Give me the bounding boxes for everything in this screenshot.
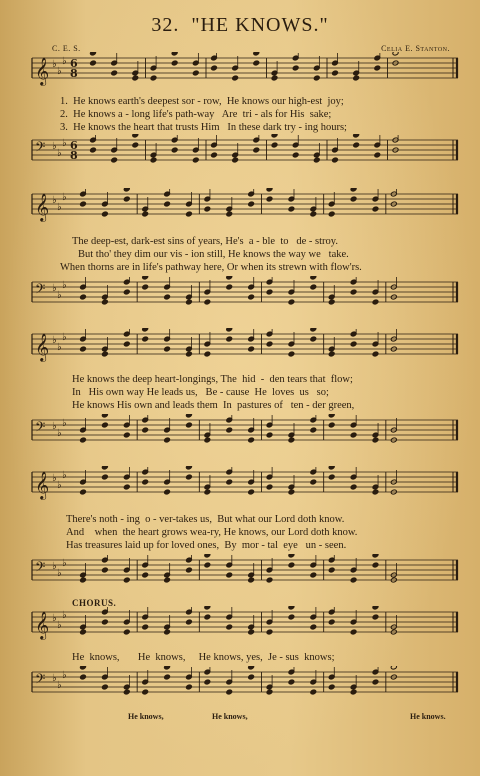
- note-head: [80, 489, 87, 495]
- note-head: [350, 432, 357, 438]
- note-head: [102, 422, 109, 428]
- note-head: [248, 346, 255, 352]
- note-head: [374, 65, 381, 71]
- note-head: [310, 284, 317, 290]
- hymn-title: [0, 14, 480, 37]
- note-head: [372, 437, 379, 443]
- note-head: [123, 341, 130, 347]
- verse-line: 2. He knows a - long life's path-way Are tri - als for His sake;: [60, 109, 332, 120]
- flat-icon: ♭: [57, 148, 62, 159]
- note-head: [164, 674, 171, 680]
- note-head: [266, 196, 273, 202]
- note-head: [102, 619, 109, 625]
- note-head: [253, 147, 260, 153]
- note-head: [164, 201, 171, 207]
- treble-clef-icon: 𝄞: [35, 471, 50, 499]
- note-head: [102, 466, 109, 470]
- note-head: [150, 157, 157, 163]
- verse-line: He knows His own and leads them In pastures of ten - der green,: [72, 400, 355, 411]
- bass-staff: [30, 276, 460, 316]
- note-head: [211, 65, 218, 71]
- bass-clef-icon: 𝄢: [35, 419, 46, 438]
- note-head: [310, 572, 317, 578]
- note-head: [374, 152, 381, 158]
- treble-clef-icon: 𝄞: [35, 611, 50, 639]
- flat-icon: ♭: [57, 680, 62, 691]
- note-head: [248, 201, 255, 207]
- note-head: [328, 474, 335, 480]
- composer-credit: Celia E. Stanton.: [381, 44, 450, 53]
- note-head: [372, 351, 379, 357]
- note-head: [142, 284, 149, 290]
- note-head: [313, 75, 320, 81]
- flat-icon: ♭: [57, 480, 62, 491]
- note-head: [266, 484, 273, 490]
- time-signature: 6: [70, 139, 78, 152]
- note-head: [353, 75, 360, 81]
- note-head: [266, 629, 273, 635]
- note-head: [142, 211, 149, 217]
- verse-line: In His own way He leads us, Be - cause He loves us so;: [72, 387, 329, 398]
- flat-icon: ♭: [52, 613, 57, 624]
- flat-icon: ♭: [52, 561, 57, 572]
- note-head: [171, 52, 178, 56]
- treble-clef-icon: 𝄞: [35, 57, 50, 85]
- flat-icon: ♭: [62, 332, 67, 343]
- author-initials: C. E. S.: [52, 44, 81, 53]
- treble-staff: [30, 52, 460, 92]
- note-head: [90, 52, 97, 56]
- flat-icon: ♭: [57, 290, 62, 301]
- note-head: [204, 299, 211, 305]
- treble-staff: [30, 188, 460, 228]
- note-head: [288, 606, 295, 610]
- note-head: [266, 289, 273, 295]
- note-head: [353, 134, 360, 138]
- verse-line: 3. He knows the heart that trusts Him In these dark try - ing hours;: [60, 122, 347, 133]
- note-head: [171, 60, 178, 66]
- note-head: [288, 206, 295, 212]
- time-signature: 8: [70, 67, 78, 80]
- note-head: [192, 157, 199, 163]
- verse-line: But tho' they dim our vis - ion still, He knows the way we take.: [78, 249, 349, 260]
- note-head: [204, 206, 211, 212]
- note-head: [310, 276, 317, 280]
- note-head: [142, 336, 149, 342]
- note-head: [350, 689, 357, 695]
- flat-icon: ♭: [62, 56, 67, 67]
- note-head: [164, 666, 171, 670]
- flat-icon: ♭: [57, 620, 62, 631]
- flat-icon: ♭: [57, 202, 62, 213]
- note-head: [271, 75, 278, 81]
- note-head: [204, 562, 211, 568]
- note-head: [232, 75, 239, 81]
- bass-staff: [30, 134, 460, 174]
- note-head: [372, 299, 379, 305]
- note-head: [111, 70, 118, 76]
- note-head: [372, 606, 379, 610]
- note-head: [204, 614, 211, 620]
- note-head: [123, 629, 130, 635]
- note-head: [102, 351, 109, 357]
- note-head: [328, 422, 335, 428]
- note-head: [232, 157, 239, 163]
- note-head: [204, 606, 211, 610]
- treble-staff: [30, 466, 460, 506]
- flat-icon: ♭: [52, 673, 57, 684]
- note-head: [248, 437, 255, 443]
- note-head: [266, 432, 273, 438]
- note-head: [310, 336, 317, 342]
- note-head: [226, 211, 233, 217]
- hymn-title-text: "HE KNOWS.": [191, 14, 329, 36]
- flat-icon: ♭: [52, 195, 57, 206]
- note-head: [186, 684, 193, 690]
- flat-icon: ♭: [57, 66, 62, 77]
- note-head: [350, 289, 357, 295]
- note-head: [288, 299, 295, 305]
- note-head: [211, 152, 218, 158]
- note-head: [204, 489, 211, 495]
- note-head: [142, 479, 149, 485]
- note-head: [350, 196, 357, 202]
- note-head: [186, 211, 193, 217]
- note-head: [132, 142, 139, 148]
- flat-icon: ♭: [62, 470, 67, 481]
- note-head: [123, 289, 130, 295]
- note-head: [248, 666, 255, 670]
- note-head: [102, 474, 109, 480]
- note-head: [248, 629, 255, 635]
- note-head: [186, 414, 193, 418]
- bass-clef-icon: 𝄢: [35, 559, 46, 578]
- note-head: [204, 437, 211, 443]
- note-head: [310, 211, 317, 217]
- note-head: [111, 157, 118, 163]
- treble-staff: [30, 328, 460, 368]
- note-head: [142, 427, 149, 433]
- note-head: [328, 684, 335, 690]
- note-head: [332, 70, 339, 76]
- note-head: [80, 629, 87, 635]
- note-head: [90, 60, 97, 66]
- flat-icon: ♭: [52, 283, 57, 294]
- note-head: [248, 577, 255, 583]
- note-head: [80, 577, 87, 583]
- note-head: [102, 414, 109, 418]
- note-head: [226, 689, 233, 695]
- note-head: [248, 674, 255, 680]
- note-head: [288, 679, 295, 685]
- note-head: [350, 629, 357, 635]
- note-head: [102, 567, 109, 573]
- note-head: [372, 679, 379, 685]
- verse-line: Has treasures laid up for loved ones, By mor - tal eye un - seen.: [66, 540, 347, 551]
- note-head: [132, 134, 139, 138]
- note-head: [226, 572, 233, 578]
- flat-icon: ♭: [52, 421, 57, 432]
- note-head: [204, 351, 211, 357]
- chorus-line: He knows, He knows, He knows, yes, Je - sus knows;: [72, 652, 335, 663]
- note-head: [186, 422, 193, 428]
- note-head: [123, 196, 130, 202]
- flat-icon: ♭: [57, 568, 62, 579]
- note-head: [186, 299, 193, 305]
- note-head: [328, 351, 335, 357]
- note-head: [226, 328, 233, 332]
- verse-line: There's noth - ing o - ver-takes us, But what our Lord doth know.: [66, 514, 345, 525]
- flat-icon: ♭: [62, 558, 67, 569]
- note-head: [392, 52, 399, 56]
- bass-clef-icon: 𝄢: [35, 281, 46, 300]
- note-head: [186, 619, 193, 625]
- note-head: [372, 562, 379, 568]
- note-head: [372, 614, 379, 620]
- note-head: [164, 437, 171, 443]
- flat-icon: ♭: [62, 280, 67, 291]
- chorus-label: CHORUS.: [72, 598, 117, 608]
- treble-clef-icon: 𝄞: [35, 333, 50, 361]
- note-head: [288, 562, 295, 568]
- bass-clef-icon: 𝄢: [35, 139, 46, 158]
- note-head: [102, 299, 109, 305]
- bass-staff: [30, 554, 460, 594]
- verse-line: When thorns are in life's pathway here, Or when its strewn with flow'rs.: [60, 262, 362, 273]
- note-head: [292, 65, 299, 71]
- note-head: [310, 427, 317, 433]
- note-head: [142, 276, 149, 280]
- note-head: [142, 572, 149, 578]
- note-head: [226, 624, 233, 630]
- note-head: [266, 689, 273, 695]
- note-head: [80, 346, 87, 352]
- note-head: [372, 206, 379, 212]
- note-head: [123, 188, 130, 192]
- note-head: [310, 624, 317, 630]
- note-head: [266, 341, 273, 347]
- flat-icon: ♭: [52, 141, 57, 152]
- note-head: [123, 689, 130, 695]
- flat-icon: ♭: [62, 418, 67, 429]
- note-head: [350, 341, 357, 347]
- flat-icon: ♭: [52, 473, 57, 484]
- note-head: [288, 554, 295, 558]
- note-head: [271, 142, 278, 148]
- note-head: [271, 134, 278, 138]
- note-head: [123, 577, 130, 583]
- verse-line: He knows the deep heart-longings, The hid - den tears that flow;: [72, 374, 353, 385]
- note-head: [350, 484, 357, 490]
- note-head: [80, 666, 87, 670]
- note-head: [204, 679, 211, 685]
- note-head: [288, 437, 295, 443]
- note-head: [288, 489, 295, 495]
- verse-line: And when the heart grows wea-ry, He knows, our Lord doth know.: [66, 527, 358, 538]
- note-head: [123, 432, 130, 438]
- treble-staff: [30, 606, 460, 646]
- note-head: [102, 684, 109, 690]
- note-head: [142, 328, 149, 332]
- note-head: [102, 211, 109, 217]
- bass-words: He knows,: [212, 712, 248, 721]
- verse-line: 1. He knows earth's deepest sor - row, He knows our high-est joy;: [60, 96, 344, 107]
- note-head: [266, 577, 273, 583]
- note-head: [288, 351, 295, 357]
- flat-icon: ♭: [62, 670, 67, 681]
- flat-icon: ♭: [52, 59, 57, 70]
- hymn-number: 32.: [151, 14, 180, 36]
- note-head: [288, 614, 295, 620]
- note-head: [350, 577, 357, 583]
- bass-words: He knows.: [410, 712, 446, 721]
- note-head: [310, 689, 317, 695]
- note-head: [328, 466, 335, 470]
- note-head: [192, 70, 199, 76]
- note-head: [313, 157, 320, 163]
- note-head: [204, 554, 211, 558]
- note-head: [186, 351, 193, 357]
- flat-icon: ♭: [62, 610, 67, 621]
- treble-clef-icon: 𝄞: [35, 193, 50, 221]
- flat-icon: ♭: [62, 138, 67, 149]
- note-head: [80, 674, 87, 680]
- flat-icon: ♭: [57, 428, 62, 439]
- note-head: [310, 328, 317, 332]
- note-head: [328, 211, 335, 217]
- note-head: [150, 75, 157, 81]
- note-head: [132, 75, 139, 81]
- note-head: [186, 474, 193, 480]
- note-head: [142, 689, 149, 695]
- verse-line: The deep-est, dark-est sins of years, He's a - ble to de - stroy.: [72, 236, 338, 247]
- note-head: [353, 142, 360, 148]
- note-head: [142, 624, 149, 630]
- note-head: [328, 619, 335, 625]
- note-head: [248, 489, 255, 495]
- note-head: [164, 577, 171, 583]
- note-head: [253, 60, 260, 66]
- flat-icon: ♭: [62, 192, 67, 203]
- note-head: [186, 567, 193, 573]
- note-head: [226, 479, 233, 485]
- note-head: [226, 427, 233, 433]
- bass-staff: [30, 666, 460, 706]
- note-head: [372, 489, 379, 495]
- note-head: [80, 201, 87, 207]
- note-head: [226, 284, 233, 290]
- bass-words: He knows,: [128, 712, 164, 721]
- note-head: [310, 479, 317, 485]
- bass-staff: [30, 414, 460, 454]
- note-head: [372, 554, 379, 558]
- note-head: [186, 466, 193, 470]
- note-head: [391, 666, 398, 670]
- note-head: [328, 414, 335, 418]
- note-head: [80, 294, 87, 300]
- flat-icon: ♭: [57, 342, 62, 353]
- note-head: [123, 484, 130, 490]
- note-head: [164, 346, 171, 352]
- note-head: [266, 188, 273, 192]
- note-head: [90, 147, 97, 153]
- bass-clef-icon: 𝄢: [35, 671, 46, 690]
- note-head: [226, 336, 233, 342]
- note-head: [171, 147, 178, 153]
- time-signature: 6: [70, 57, 78, 70]
- flat-icon: ♭: [52, 335, 57, 346]
- note-head: [350, 188, 357, 192]
- note-head: [248, 294, 255, 300]
- note-head: [164, 629, 171, 635]
- note-head: [292, 152, 299, 158]
- note-head: [226, 276, 233, 280]
- note-head: [332, 157, 339, 163]
- note-head: [253, 52, 260, 56]
- note-head: [164, 294, 171, 300]
- note-head: [328, 299, 335, 305]
- time-signature: 8: [70, 149, 78, 162]
- note-head: [328, 567, 335, 573]
- note-head: [80, 437, 87, 443]
- note-head: [164, 489, 171, 495]
